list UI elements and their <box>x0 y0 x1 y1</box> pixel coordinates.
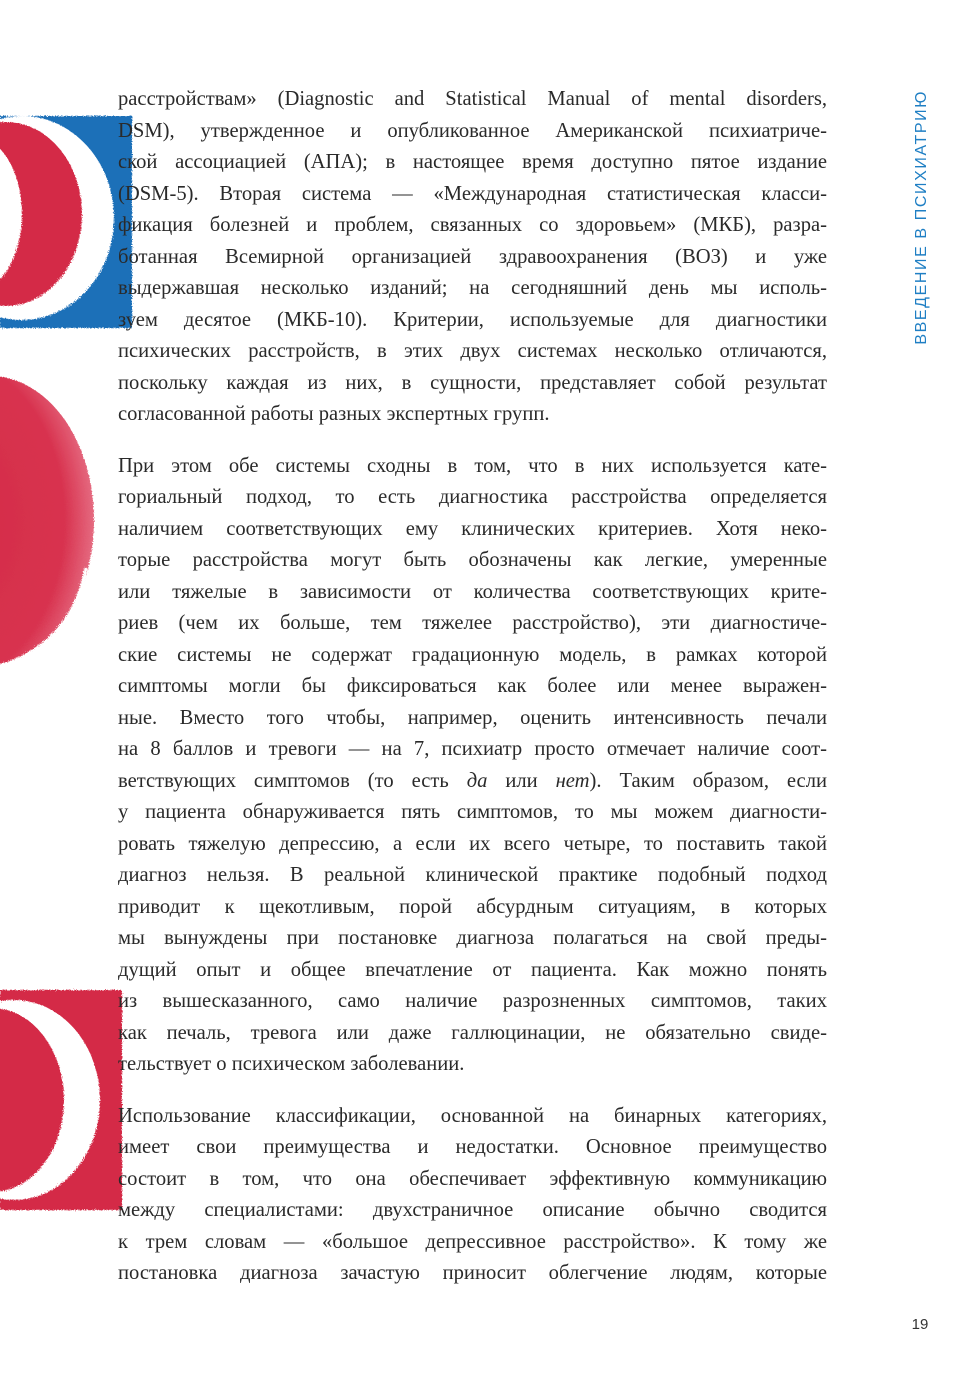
text-line: симптомы могли бы фиксироваться как более или менее выражен- <box>118 675 827 697</box>
text-line: дущий опыт и общее впечатление от пациента. Как можно понять <box>118 958 827 981</box>
text-line: согласованной работы разных экспертных групп. <box>118 403 550 425</box>
text-line: DSM), утвержденное и опубликованное Американской психиатриче- <box>118 119 827 142</box>
text-line-with-emphasis <box>118 766 827 798</box>
text-line: гориальный подход, то есть диагностика расстройства определяется <box>118 486 827 508</box>
text-line: как печаль, тревога или даже галлюцинации, не обязательно свиде- <box>118 1021 827 1044</box>
text-line: из вышесказанного, само наличие разрозненных симптомов, таких <box>118 990 827 1012</box>
text-line: имеет свои преимущества и недостатки. Основное преимущество <box>118 1136 827 1158</box>
text-line: к трем словам — «большое депрессивное расстройство». К тому же <box>118 1230 827 1253</box>
text-line: тельствует о психическом заболевании. <box>118 1053 465 1075</box>
text-line: ровать тяжелую депрессию, а если их всего четыре, то поставить такой <box>118 832 827 855</box>
text-line: фикация болезней и проблем, связанных со здоровьем» (МКБ), разра- <box>118 214 827 236</box>
text-line: состоит в том, что она обеспечивает эффективную коммуникацию <box>118 1167 827 1190</box>
top-art-block <box>0 116 132 328</box>
text-line: выдержавшая несколько изданий; на сегодняшний день мы исполь- <box>118 277 827 299</box>
text-line: ботанная Всемирной организацией здравоохранения (ВОЗ) и уже <box>118 245 827 268</box>
text-line: зуем десятое (МКБ-10). Критерии, используемые для диагностики <box>118 308 827 331</box>
running-header-text: ВВЕДЕНИЕ В ПСИХИАТРИЮ <box>913 90 930 345</box>
bottom-art-block <box>0 990 122 1210</box>
body-text <box>118 84 827 1290</box>
text-line: психических расстройств, в этих двух системах несколько отличаются, <box>118 340 827 362</box>
text-line: наличием соответствующих ему клинических критериев. Хотя неко- <box>118 517 827 540</box>
text-line: приводит к щекотливым, порой абсурдным ситуациям, в которых <box>118 895 827 918</box>
text-line: ские системы не содержат градационную модель, в рамках которой <box>118 643 827 666</box>
text-line: поскольку каждая из них, в сущности, представляет собой результат <box>118 371 827 394</box>
text-line: ные. Вместо того чтобы, например, оценить интенсивность печали <box>118 706 827 729</box>
paragraph-3 <box>118 1101 827 1290</box>
text-line: При этом обе системы сходны в том, что в них используется кате- <box>118 454 827 477</box>
paragraph-2 <box>118 451 827 1081</box>
text-fragment: или <box>487 769 556 792</box>
text-line: на 8 баллов и тревоги — на 7, психиатр просто отмечает наличие соот- <box>118 738 827 760</box>
paragraph-1 <box>118 84 827 431</box>
text-line: или тяжелые в зависимости от количества соответствующих крите- <box>118 580 827 603</box>
text-line: мы вынуждены при постановке диагноза полагаться на свой преды- <box>118 927 827 949</box>
page-number: 19 <box>911 1316 929 1333</box>
text-line: ской ассоциацией (АПА); в настоящее время доступно пятое издание <box>118 151 827 173</box>
emphasis-yes: да <box>466 769 488 792</box>
text-line: постановка диагноза зачастую приносит облегчение людям, которые <box>118 1262 827 1284</box>
text-line: Использование классификации, основанной на бинарных категориях, <box>118 1104 827 1127</box>
middle-art-block <box>0 376 94 664</box>
text-fragment: ). Таким образом, если <box>589 769 827 792</box>
text-line: диагноз нельзя. В реальной клинической практике подобный подход <box>118 864 827 886</box>
text-fragment: ветствующих симптомов (то есть <box>118 769 467 792</box>
text-line: риев (чем их больше, тем тяжелее расстройство), эти диагностиче- <box>118 612 827 634</box>
text-line: у пациента обнаруживается пять симптомов, то мы можем диагности- <box>118 801 827 823</box>
emphasis-no: нет <box>555 769 590 792</box>
text-line: между специалистами: двухстраничное описание обычно сводится <box>118 1199 827 1221</box>
text-line: (DSM-5). Вторая система — «Международная статистическая класси- <box>118 182 827 205</box>
text-line: расстройствам» (Diagnostic and Statistical Manual of mental disorders, <box>118 88 827 110</box>
running-header <box>905 90 939 345</box>
text-line: торые расстройства могут быть обозначены как легкие, умеренные <box>118 549 827 571</box>
